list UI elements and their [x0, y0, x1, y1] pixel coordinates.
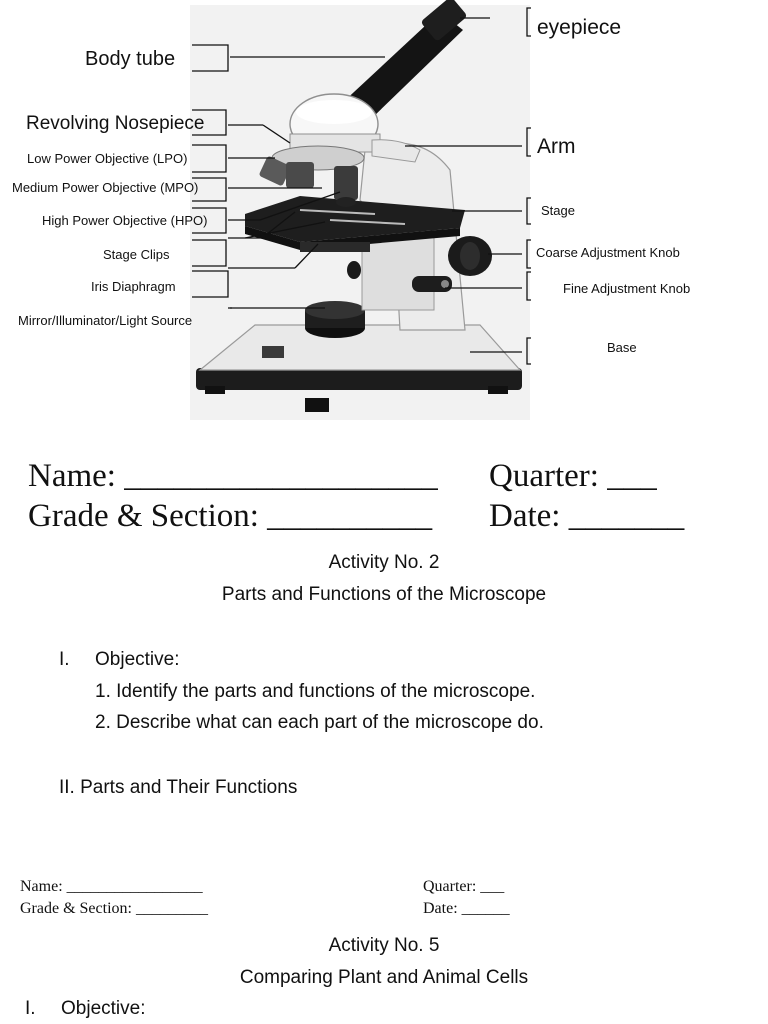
sheet2-name-field: Name: _________________	[20, 878, 203, 895]
sheet1-date-field: Date: _______	[489, 498, 685, 534]
label-revolving-nosepiece: Revolving Nosepiece	[26, 113, 205, 134]
label-fine-knob: Fine Adjustment Knob	[563, 281, 691, 296]
sheet1-grade-field: Grade & Section: __________	[28, 498, 433, 534]
microscope-illuminator	[305, 301, 365, 338]
label-mirror: Mirror/Illuminator/Light Source	[18, 313, 193, 328]
sheet1-objective-item: 1. Identify the parts and functions of the microscope.	[95, 681, 536, 702]
label-coarse-knob: Coarse Adjustment Knob	[536, 245, 680, 260]
sheet2-objective-heading: Objective:	[61, 998, 146, 1019]
sheet2-quarter-field: Quarter: ___	[423, 878, 505, 895]
sheet2-grade-field: Grade & Section: _________	[20, 900, 208, 917]
label-stage-clips: Stage Clips	[103, 247, 170, 262]
sheet1-objective-item: 2. Describe what can each part of the microscope do.	[95, 712, 544, 733]
sheet2-objective-numeral: I.	[25, 998, 36, 1019]
sheet2-activity-number: Activity No. 5	[328, 935, 440, 956]
label-base: Base	[607, 340, 637, 355]
label-eyepiece: eyepiece	[537, 16, 622, 39]
sheet1-title: Parts and Functions of the Microscope	[221, 584, 547, 605]
sheet1-objective-heading: Objective:	[95, 649, 180, 670]
label-stage: Stage	[541, 203, 575, 218]
sheet1-activity-number: Activity No. 2	[328, 552, 440, 573]
label-body-tube: Body tube	[85, 48, 176, 70]
label-iris-diaphragm: Iris Diaphragm	[91, 279, 176, 294]
sheet1-quarter-field: Quarter: ___	[489, 458, 657, 494]
sheet1-name-field: Name: ___________________	[28, 458, 438, 494]
sheet1-objective-numeral: I.	[59, 649, 70, 670]
label-hpo: High Power Objective (HPO)	[42, 213, 208, 228]
sheet1-section-parts-functions: II. Parts and Their Functions	[59, 777, 298, 798]
sheet2-title: Comparing Plant and Animal Cells	[239, 967, 529, 988]
sheet2-date-field: Date: ______	[423, 900, 510, 917]
label-arm: Arm	[537, 135, 576, 158]
label-mpo: Medium Power Objective (MPO)	[12, 180, 199, 195]
label-lpo: Low Power Objective (LPO)	[27, 151, 188, 166]
